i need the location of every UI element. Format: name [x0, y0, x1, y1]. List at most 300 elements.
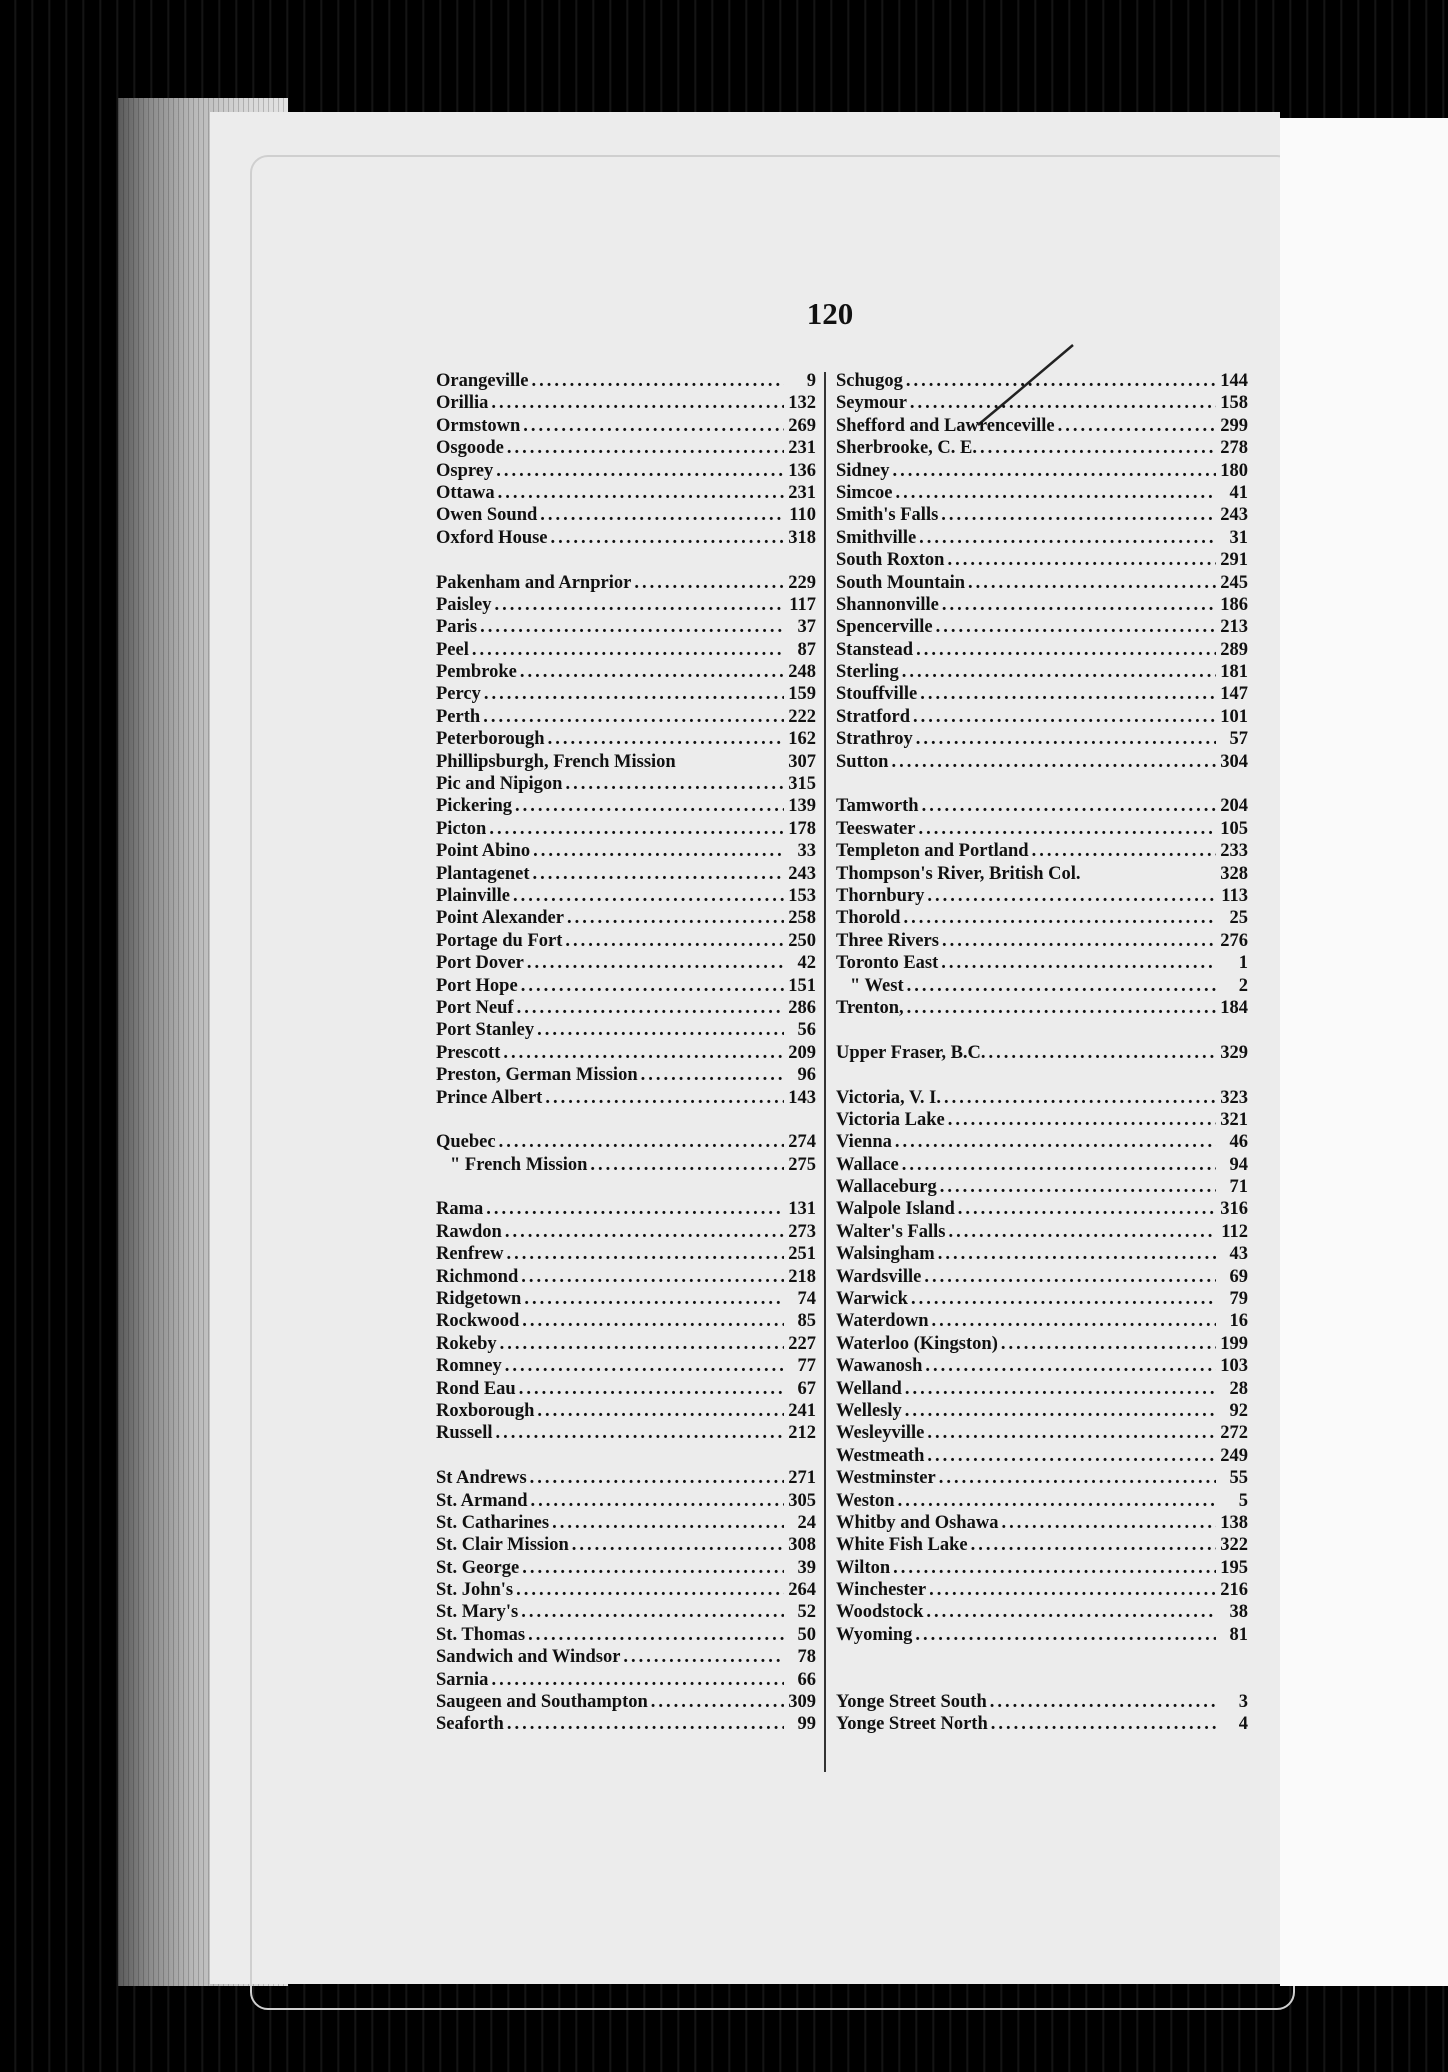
leader-dots	[518, 1601, 784, 1623]
leader-dots	[895, 1490, 1216, 1512]
entry-name: Thornbury	[836, 885, 925, 906]
leader-dots	[517, 661, 784, 683]
entry-page-number: 195	[1220, 1557, 1248, 1578]
index-entry	[836, 1266, 1248, 1288]
index-entry	[436, 907, 816, 929]
index-entry	[436, 1378, 816, 1400]
leader-dots	[919, 795, 1216, 817]
entry-name: Smith's Falls	[836, 505, 939, 526]
leader-dots	[955, 1198, 1216, 1220]
entry-page-number: 162	[788, 729, 816, 750]
leader-dots	[924, 1445, 1216, 1467]
entry-page-number: 113	[1221, 885, 1248, 906]
entry-name: Walsingham	[836, 1244, 935, 1265]
section-gap	[836, 1669, 1248, 1691]
entry-page-number: 4	[1238, 1714, 1248, 1735]
leader-dots	[902, 1400, 1216, 1422]
leader-dots	[514, 997, 784, 1019]
index-entry	[436, 504, 816, 526]
index-entry	[836, 1042, 1248, 1064]
entry-page-number: 305	[788, 1490, 816, 1511]
index-entry	[836, 616, 1248, 638]
entry-page-number: 274	[788, 1132, 816, 1153]
leader-dots	[537, 504, 784, 526]
entry-page-number: 251	[788, 1244, 816, 1265]
leader-dots	[893, 482, 1216, 504]
entry-name: Rama	[436, 1199, 484, 1220]
entry-name: Sandwich and Windsor	[436, 1647, 621, 1668]
entry-page-number: 158	[1220, 393, 1248, 414]
leader-dots	[496, 1131, 784, 1153]
index-entry	[436, 661, 816, 683]
facing-sheet	[1280, 118, 1448, 1986]
entry-name: Yonge Street North	[836, 1714, 988, 1735]
entry-name: Upper Fraser, B.C.	[836, 1042, 986, 1063]
entry-page-number: 322	[1220, 1535, 1248, 1556]
leader-dots	[913, 728, 1216, 750]
leader-dots	[480, 706, 784, 728]
leader-dots	[1029, 840, 1216, 862]
leader-dots	[900, 907, 1216, 929]
leader-dots	[497, 1333, 784, 1355]
entry-name: South Mountain	[836, 572, 966, 593]
leader-dots	[516, 1378, 784, 1400]
entry-page-number: 55	[1229, 1468, 1248, 1489]
entry-page-number: 233	[1220, 841, 1248, 862]
entry-page-number: 275	[788, 1154, 816, 1175]
entry-page-number: 3	[1238, 1692, 1248, 1713]
entry-name: Templeton and Portland	[836, 841, 1029, 862]
entry-name: White Fish Lake	[836, 1535, 968, 1556]
section-gap	[436, 1445, 816, 1467]
entry-page-number: 31	[1229, 527, 1248, 548]
entry-name: Three Rivers	[836, 930, 939, 951]
entry-name: Walter's Falls	[836, 1221, 946, 1242]
leader-dots	[527, 1467, 784, 1489]
leader-dots	[495, 482, 784, 504]
section-gap	[836, 773, 1248, 795]
entry-page-number: 117	[789, 594, 816, 615]
entry-name: Wellesly	[836, 1400, 902, 1421]
entry-name: Simcoe	[836, 482, 893, 503]
index-entry	[836, 1467, 1248, 1489]
entry-page-number: 272	[1220, 1423, 1248, 1444]
entry-page-number: 25	[1229, 908, 1248, 929]
entry-page-number: 229	[788, 572, 816, 593]
index-entry	[836, 572, 1248, 594]
entry-page-number: 329	[1220, 1042, 1248, 1063]
index-entry	[436, 773, 816, 795]
entry-page-number: 5	[1238, 1490, 1248, 1511]
entry-name: Preston, German Mission	[436, 1065, 638, 1086]
leader-dots	[504, 1713, 784, 1735]
entry-page-number: 209	[788, 1042, 816, 1063]
entry-page-number: 308	[788, 1535, 816, 1556]
entry-page-number: 181	[1220, 662, 1248, 683]
entry-page-number: 216	[1220, 1580, 1248, 1601]
entry-page-number: 248	[788, 662, 816, 683]
index-column-right	[836, 370, 1248, 1736]
index-entry	[836, 728, 1248, 750]
entry-page-number: 231	[788, 482, 816, 503]
entry-page-number: 245	[1220, 572, 1248, 593]
entry-name: Wallace	[836, 1154, 899, 1175]
index-entry	[436, 1669, 816, 1691]
entry-page-number: 81	[1229, 1624, 1248, 1645]
index-entry	[836, 370, 1248, 392]
index-entry	[836, 1243, 1248, 1265]
entry-page-number: 151	[788, 975, 816, 996]
leader-dots	[915, 818, 1216, 840]
entry-name: Paris	[436, 617, 478, 638]
index-entry	[436, 1154, 816, 1176]
leader-dots	[562, 930, 784, 952]
entry-page-number: 316	[1220, 1199, 1248, 1220]
index-entry	[836, 1400, 1248, 1422]
leader-dots	[562, 773, 784, 795]
entry-name: Saugeen and Southampton	[436, 1692, 648, 1713]
index-entry	[436, 930, 816, 952]
index-entry	[436, 997, 816, 1019]
index-column-left	[436, 370, 816, 1736]
leader-dots	[944, 549, 1216, 571]
index-entry	[436, 460, 816, 482]
index-entry	[436, 751, 816, 773]
index-entry	[436, 1534, 816, 1556]
index-entry	[836, 1713, 1248, 1735]
leader-dots	[936, 1467, 1216, 1489]
index-entry	[436, 1691, 816, 1713]
entry-name: Ormstown	[436, 415, 521, 436]
leader-dots	[998, 1333, 1216, 1355]
index-entry	[836, 907, 1248, 929]
index-entry	[836, 975, 1248, 997]
entry-page-number: 2	[1238, 975, 1248, 996]
entry-page-number: 299	[1220, 415, 1248, 436]
index-entry	[836, 863, 1248, 885]
entry-name: Vienna	[836, 1132, 892, 1153]
leader-dots	[493, 1422, 784, 1444]
entry-page-number: 1	[1238, 953, 1248, 974]
entry-name: Stouffville	[836, 684, 918, 705]
entry-name: Ottawa	[436, 482, 495, 503]
entry-page-number: 94	[1229, 1154, 1248, 1175]
index-entry	[836, 818, 1248, 840]
entry-name: Stanstead	[836, 639, 914, 660]
index-entry	[836, 437, 1248, 459]
entry-name: Shefford and Lawrenceville	[836, 415, 1055, 436]
entry-name: Russell	[436, 1423, 493, 1444]
section-gap	[836, 1646, 1248, 1668]
index-entry	[836, 997, 1248, 1019]
index-entry	[836, 594, 1248, 616]
leader-dots	[648, 1691, 784, 1713]
index-entry	[836, 795, 1248, 817]
leader-dots	[587, 1154, 784, 1176]
entry-name: Wawanosh	[836, 1356, 923, 1377]
entry-page-number: 16	[1229, 1311, 1248, 1332]
leader-dots	[510, 885, 784, 907]
index-entry	[836, 1512, 1248, 1534]
index-entry	[436, 1266, 816, 1288]
entry-name: Seymour	[836, 393, 907, 414]
entry-name: Pic and Nipigon	[436, 774, 563, 795]
entry-name: Prince Albert	[436, 1087, 543, 1108]
entry-page-number: 74	[797, 1289, 816, 1310]
entry-name: Point Abino	[436, 841, 531, 862]
entry-name: Osprey	[436, 460, 494, 481]
index-entry	[436, 1355, 816, 1377]
leader-dots	[502, 1221, 784, 1243]
leader-dots	[903, 370, 1216, 392]
entry-page-number: 110	[789, 505, 816, 526]
entry-name: Picton	[436, 818, 487, 839]
entry-page-number: 139	[788, 796, 816, 817]
index-entry	[436, 1624, 816, 1646]
index-entry	[436, 728, 816, 750]
entry-name: Oxford House	[436, 527, 548, 548]
index-entry	[436, 1333, 816, 1355]
leader-dots	[899, 661, 1216, 683]
entry-name: Tamworth	[836, 796, 919, 817]
leader-dots	[924, 885, 1216, 907]
leader-dots	[542, 1087, 784, 1109]
entry-name: Victoria Lake	[836, 1109, 945, 1130]
index-entry	[436, 1288, 816, 1310]
leader-dots	[912, 1624, 1216, 1646]
entry-page-number: 204	[1220, 796, 1248, 817]
leader-dots	[923, 1601, 1216, 1623]
section-gap	[436, 549, 816, 571]
entry-page-number: 273	[788, 1221, 816, 1242]
entry-name: Plantagenet	[436, 863, 530, 884]
entry-page-number: 153	[788, 885, 816, 906]
leader-dots	[935, 1243, 1216, 1265]
index-entry	[836, 1624, 1248, 1646]
entry-name: Stratford	[836, 706, 910, 727]
entry-name: Orangeville	[436, 371, 529, 391]
index-entry	[836, 1601, 1248, 1623]
entry-page-number: 136	[788, 460, 816, 481]
index-entry	[436, 1601, 816, 1623]
entry-name: Warwick	[836, 1289, 908, 1310]
leader-dots	[638, 1064, 784, 1086]
leader-dots	[937, 1176, 1216, 1198]
entry-page-number: 103	[1220, 1356, 1248, 1377]
leader-dots	[965, 572, 1216, 594]
entry-name: St. Catharines	[436, 1512, 550, 1533]
entry-name: Weston	[836, 1490, 895, 1511]
entry-page-number: 286	[788, 997, 816, 1018]
index-entry	[436, 1131, 816, 1153]
entry-page-number: 147	[1220, 684, 1248, 705]
index-entry	[836, 415, 1248, 437]
entry-page-number: 304	[1220, 751, 1248, 772]
entry-page-number: 315	[788, 774, 816, 795]
leader-dots	[941, 1087, 1216, 1109]
index-entry	[436, 1087, 816, 1109]
leader-dots	[518, 975, 784, 997]
leader-dots	[477, 616, 784, 638]
entry-name: Osgoode	[436, 438, 504, 459]
entry-name: South Roxton	[836, 550, 945, 571]
entry-name: Sarnia	[436, 1669, 489, 1690]
entry-name: Winchester	[836, 1580, 927, 1601]
index-entry	[836, 1176, 1248, 1198]
leader-dots	[503, 1243, 784, 1265]
index-entry	[436, 706, 816, 728]
entry-page-number: 138	[1220, 1512, 1248, 1533]
entry-page-number: 96	[797, 1065, 816, 1086]
index-entry	[436, 415, 816, 437]
entry-name: Sterling	[836, 662, 899, 683]
entry-name: Port Neuf	[436, 997, 514, 1018]
entry-page-number: 309	[788, 1692, 816, 1713]
leader-dots	[525, 1624, 784, 1646]
index-entry	[836, 751, 1248, 773]
leader-dots	[534, 1400, 784, 1422]
leader-dots	[904, 997, 1216, 1019]
leader-dots	[631, 572, 784, 594]
index-entry	[436, 594, 816, 616]
leader-dots	[988, 1713, 1216, 1735]
entry-name: Pakenham and Arnprior	[436, 572, 632, 593]
entry-name: Spencerville	[836, 617, 933, 638]
entry-page-number: 50	[797, 1624, 816, 1645]
leader-dots	[907, 392, 1216, 414]
entry-page-number: 77	[797, 1356, 816, 1377]
leader-dots	[888, 751, 1216, 773]
leader-dots	[492, 594, 785, 616]
leader-dots	[528, 370, 784, 392]
entry-name: Westmeath	[836, 1445, 925, 1466]
leader-dots	[512, 795, 784, 817]
entry-name: Phillipsburgh, French Mission	[436, 751, 676, 772]
entry-page-number: 42	[797, 953, 816, 974]
entry-name: Woodstock	[836, 1602, 924, 1623]
entry-name: St. Mary's	[436, 1602, 519, 1623]
leader-dots	[548, 527, 784, 549]
entry-page-number: 264	[788, 1580, 816, 1601]
entry-name: Whitby and Oshawa	[836, 1512, 999, 1533]
leader-dots	[929, 1310, 1217, 1332]
entry-page-number: 278	[1220, 438, 1248, 459]
leader-dots	[968, 1534, 1216, 1556]
index-entry	[836, 1154, 1248, 1176]
index-entry	[836, 1422, 1248, 1444]
entry-page-number: 143	[788, 1087, 816, 1108]
entry-name: Peel	[436, 639, 469, 660]
index-entry	[836, 930, 1248, 952]
leader-dots	[938, 952, 1216, 974]
entry-page-number: 328	[1220, 863, 1248, 884]
index-entry	[836, 952, 1248, 974]
index-entry	[436, 1243, 816, 1265]
index-entry	[436, 1310, 816, 1332]
entry-page-number: 38	[1229, 1602, 1248, 1623]
index-entry	[436, 1221, 816, 1243]
leader-dots	[620, 1646, 784, 1668]
leader-dots	[564, 907, 784, 929]
index-entry	[436, 572, 816, 594]
leader-dots	[921, 1266, 1216, 1288]
leader-dots	[545, 728, 784, 750]
leader-dots	[481, 683, 784, 705]
leader-dots	[890, 1557, 1216, 1579]
index-entry	[836, 482, 1248, 504]
entry-page-number: 78	[797, 1647, 816, 1668]
index-entry	[436, 1467, 816, 1489]
entry-page-number: 243	[1220, 505, 1248, 526]
leader-dots	[986, 1042, 1216, 1064]
entry-name: " French Mission	[450, 1154, 588, 1175]
section-gap	[836, 1019, 1248, 1041]
index-entry	[436, 683, 816, 705]
index-entry	[436, 1042, 816, 1064]
entry-page-number: 212	[788, 1423, 816, 1444]
entry-page-number: 33	[797, 841, 816, 862]
entry-name: Paisley	[436, 594, 492, 615]
entry-page-number: 241	[788, 1400, 816, 1421]
index-entry	[836, 885, 1248, 907]
entry-page-number: 258	[788, 908, 816, 929]
entry-name: Toronto East	[836, 953, 939, 974]
entry-page-number: 231	[788, 438, 816, 459]
entry-name: St. Armand	[436, 1490, 528, 1511]
entry-name: Peterborough	[436, 729, 545, 750]
leader-dots	[916, 527, 1216, 549]
entry-page-number: 69	[1229, 1266, 1248, 1287]
entry-page-number: 250	[788, 930, 816, 951]
index-entry	[836, 1691, 1248, 1713]
entry-name: Port Stanley	[436, 1020, 535, 1041]
entry-name: Trenton,	[836, 997, 904, 1018]
entry-name: Percy	[436, 684, 481, 705]
leader-dots	[500, 1042, 784, 1064]
index-entry	[836, 527, 1248, 549]
entry-name: Wardsville	[836, 1266, 922, 1287]
index-entry	[436, 952, 816, 974]
entry-page-number: 112	[1221, 1221, 1248, 1242]
index-entry	[836, 706, 1248, 728]
entry-page-number: 79	[1229, 1289, 1248, 1310]
leader-dots	[910, 706, 1216, 728]
leader-dots	[924, 1422, 1216, 1444]
index-entry	[436, 1019, 816, 1041]
leader-dots	[569, 1534, 784, 1556]
entry-name: Port Hope	[436, 975, 518, 996]
index-entry	[436, 370, 816, 392]
index-entry	[836, 1355, 1248, 1377]
leader-dots	[524, 952, 784, 974]
entry-page-number: 271	[788, 1468, 816, 1489]
index-entry	[436, 1646, 816, 1668]
index-entry	[836, 1579, 1248, 1601]
leader-dots	[902, 1378, 1216, 1400]
entry-name: Schugog	[836, 371, 903, 391]
entry-name: Wyoming	[836, 1624, 913, 1645]
leader-dots	[504, 437, 784, 459]
entry-page-number: 289	[1220, 639, 1248, 660]
leader-dots	[998, 1512, 1216, 1534]
index-entry	[436, 1512, 816, 1534]
entry-page-number: 243	[788, 863, 816, 884]
index-entry	[436, 795, 816, 817]
entry-page-number: 249	[1220, 1445, 1248, 1466]
leader-dots	[913, 639, 1216, 661]
index-entry	[836, 1557, 1248, 1579]
entry-page-number: 178	[788, 818, 816, 839]
